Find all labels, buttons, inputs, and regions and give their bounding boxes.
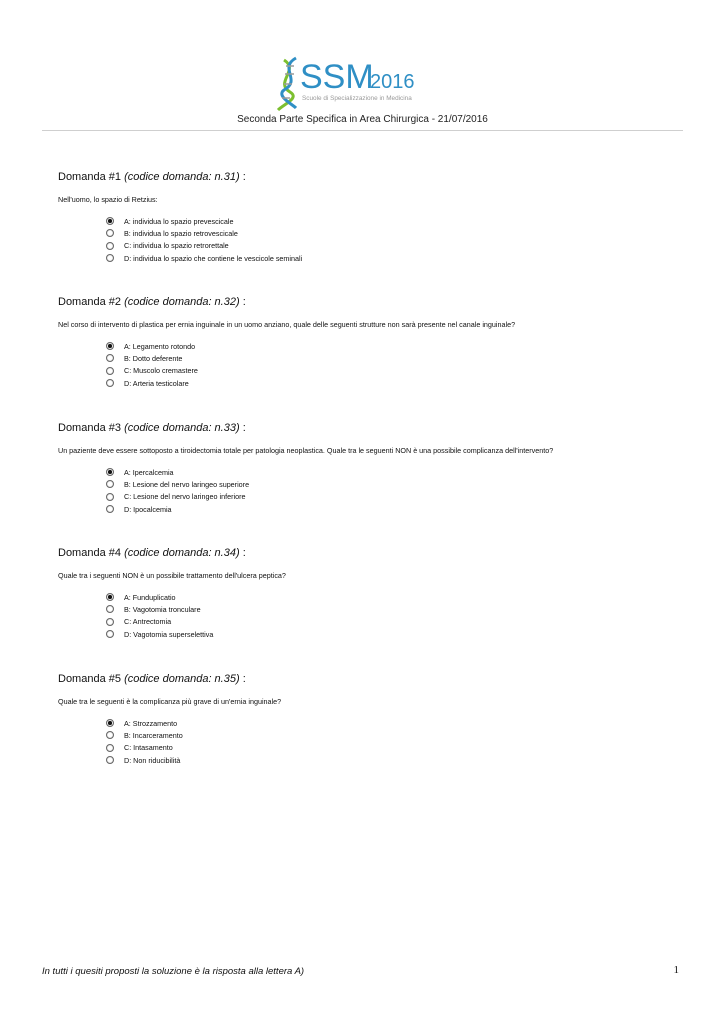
radio-icon[interactable] <box>106 242 114 250</box>
answer-label: A: Ipercalcemia <box>124 467 174 477</box>
answer-option-c[interactable] <box>106 491 678 503</box>
radio-selected-icon[interactable] <box>106 719 114 727</box>
answer-options <box>106 215 678 264</box>
answer-option-a[interactable] <box>106 466 678 478</box>
answer-options <box>106 466 678 515</box>
answer-label: A: individua lo spazio prevescicale <box>124 216 234 226</box>
radio-icon[interactable] <box>106 379 114 387</box>
question-block-2 <box>58 295 678 389</box>
answer-label: B: Vagotomia tronculare <box>124 604 201 614</box>
answer-option-c[interactable] <box>106 616 678 628</box>
radio-icon[interactable] <box>106 731 114 739</box>
question-text: Quale tra i seguenti NON è un possibile trattamento dell'ulcera peptica? <box>58 571 286 580</box>
radio-icon[interactable] <box>106 480 114 488</box>
question-block-3 <box>58 421 678 515</box>
answer-option-b[interactable] <box>106 729 678 741</box>
radio-icon[interactable] <box>106 744 114 752</box>
answer-options <box>106 340 678 389</box>
answer-option-d[interactable] <box>106 628 678 640</box>
question-heading <box>58 295 678 309</box>
answer-option-b[interactable] <box>106 227 678 239</box>
question-code: (codice domanda: n.32) <box>124 296 240 308</box>
logo-year-text: 2016 <box>370 71 415 93</box>
question-label: Domanda #5 <box>58 673 121 685</box>
question-block-4 <box>58 546 678 640</box>
answer-label: A: Strozzamento <box>124 718 178 728</box>
question-code: (codice domanda: n.33) <box>124 422 240 434</box>
answer-label: D: Arteria testicolare <box>124 378 189 388</box>
answer-option-a[interactable] <box>106 591 678 603</box>
radio-icon[interactable] <box>106 618 114 626</box>
question-separator: : <box>239 673 246 685</box>
question-heading <box>58 672 678 686</box>
radio-icon[interactable] <box>106 630 114 638</box>
answer-label: C: Antrectomia <box>124 617 172 627</box>
question-code: (codice domanda: n.34) <box>124 547 240 559</box>
answer-option-b[interactable] <box>106 478 678 490</box>
answer-label: B: individua lo spazio retrovescicale <box>124 228 238 238</box>
logo-main-text: SSM <box>300 58 374 96</box>
radio-icon[interactable] <box>106 605 114 613</box>
answer-label: C: Muscolo cremastere <box>124 366 198 376</box>
answer-option-c[interactable] <box>106 240 678 252</box>
radio-selected-icon[interactable] <box>106 217 114 225</box>
radio-selected-icon[interactable] <box>106 593 114 601</box>
question-code: (codice domanda: n.35) <box>124 673 240 685</box>
radio-selected-icon[interactable] <box>106 342 114 350</box>
question-text: Un paziente deve essere sottoposto a tiroidectomia totale per patologia neoplastica. Quale tra le seguenti NON è una possibile complicanza dell'intervento? <box>58 446 554 455</box>
answer-option-a[interactable] <box>106 340 678 352</box>
answer-label: B: Lesione del nervo laringeo superiore <box>124 479 250 489</box>
question-heading <box>58 546 678 560</box>
answer-option-d[interactable] <box>106 377 678 389</box>
header-divider <box>42 130 683 131</box>
question-text: Quale tra le seguenti è la complicanza più grave di un'ernia inguinale? <box>58 697 282 706</box>
footer-note: In tutti i quesiti proposti la soluzione è la risposta alla lettera A) <box>42 966 305 977</box>
question-code: (codice domanda: n.31) <box>124 171 240 183</box>
radio-selected-icon[interactable] <box>106 468 114 476</box>
answer-label: C: Lesione del nervo laringeo inferiore <box>124 492 246 502</box>
question-block-1 <box>58 170 678 264</box>
question-label: Domanda #2 <box>58 296 121 308</box>
answer-label: D: Non riducibilità <box>124 755 181 765</box>
answer-label: A: Legamento rotondo <box>124 341 196 351</box>
page-number: 1 <box>673 964 679 976</box>
answer-options <box>106 591 678 640</box>
radio-icon[interactable] <box>106 229 114 237</box>
answer-label: D: Vagotomia superselettiva <box>124 629 214 639</box>
answer-option-d[interactable] <box>106 252 678 264</box>
answer-option-a[interactable] <box>106 717 678 729</box>
ssm2016-logo <box>270 52 470 112</box>
question-label: Domanda #4 <box>58 547 121 559</box>
answer-label: C: Intasamento <box>124 743 173 753</box>
page-title: Seconda Parte Specifica in Area Chirurgica - 21/07/2016 <box>237 114 488 125</box>
radio-icon[interactable] <box>106 354 114 362</box>
question-block-5 <box>58 672 678 766</box>
question-text: Nell'uomo, lo spazio di Retzius: <box>58 195 158 204</box>
question-heading <box>58 421 678 435</box>
answer-option-c[interactable] <box>106 742 678 754</box>
radio-icon[interactable] <box>106 367 114 375</box>
radio-icon[interactable] <box>106 493 114 501</box>
question-separator: : <box>239 171 246 183</box>
answer-label: D: Ipocalcemia <box>124 504 172 514</box>
question-heading <box>58 170 678 184</box>
question-separator: : <box>239 547 246 559</box>
answer-option-d[interactable] <box>106 754 678 766</box>
question-label: Domanda #1 <box>58 171 121 183</box>
answer-options <box>106 717 678 766</box>
answer-label: C: individua lo spazio retrorettale <box>124 241 229 251</box>
radio-icon[interactable] <box>106 756 114 764</box>
answer-label: D: individua lo spazio che contiene le vescicole seminali <box>124 253 303 263</box>
radio-icon[interactable] <box>106 254 114 262</box>
answer-option-b[interactable] <box>106 352 678 364</box>
question-text: Nel corso di intervento di plastica per ernia inguinale in un uomo anziano, quale delle seguenti strutture non sarà presente nel canale inguinale? <box>58 320 516 329</box>
answer-option-d[interactable] <box>106 503 678 515</box>
radio-icon[interactable] <box>106 505 114 513</box>
question-label: Domanda #3 <box>58 422 121 434</box>
answer-label: A: Funduplicatio <box>124 592 176 602</box>
logo-tagline: Scuole di Specializzazione in Medicina <box>302 95 412 102</box>
answer-option-a[interactable] <box>106 215 678 227</box>
question-separator: : <box>239 296 246 308</box>
answer-option-b[interactable] <box>106 603 678 615</box>
question-separator: : <box>239 422 246 434</box>
dna-helix-logo-icon <box>270 52 470 112</box>
answer-label: B: Incarceramento <box>124 730 183 740</box>
answer-option-c[interactable] <box>106 365 678 377</box>
answer-label: B: Dotto deferente <box>124 353 183 363</box>
